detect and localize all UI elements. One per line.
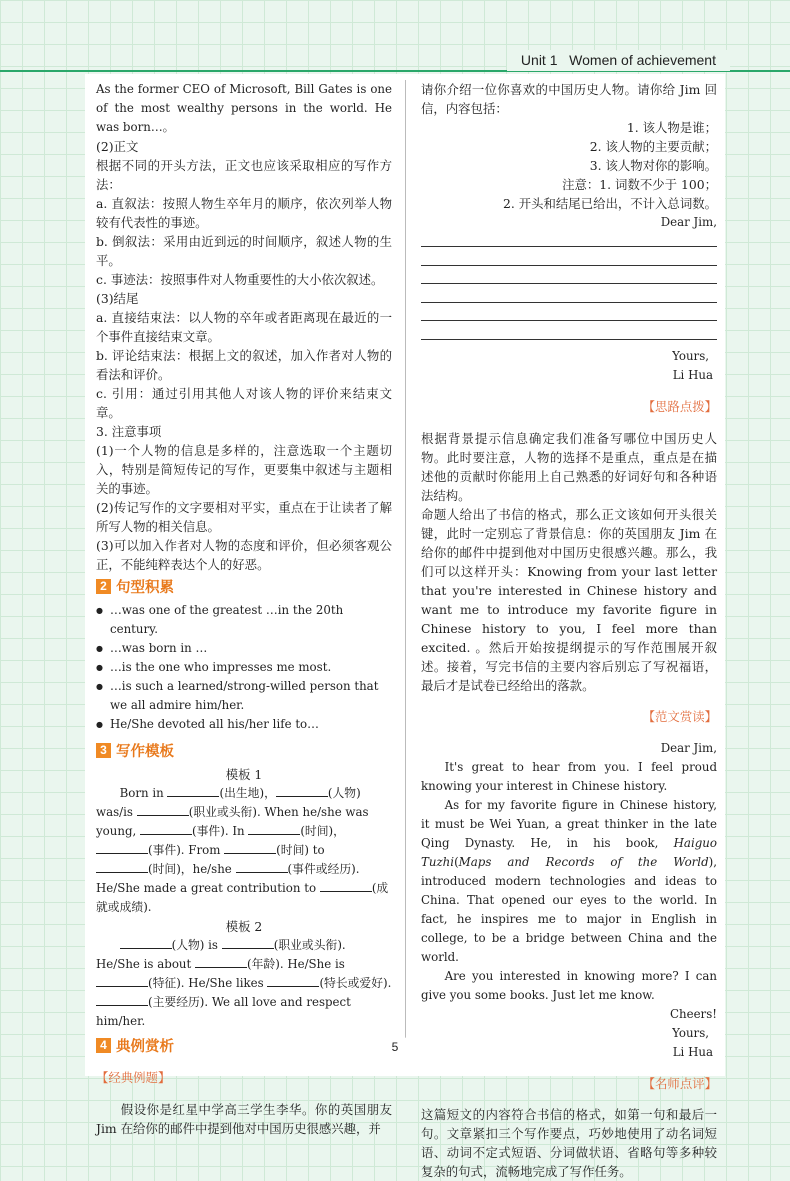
ending-method-a: a. 直接结束法：以人物的卒年或者距离现在最近的一个事件直接结束文章。	[96, 310, 392, 344]
note-2: (2)传记写作的文字要相对平实，重点在于让读者了解所写人物的相关信息。	[96, 500, 392, 534]
template-1-title: 模板 1	[225, 767, 263, 782]
ending-method-b: b. 评论结束法：根据上文的叙述，加入作者对人物的看法和评价。	[96, 348, 392, 382]
model-tag: 【范文赏读】	[642, 709, 717, 725]
right-column	[421, 80, 717, 1181]
body-desc: 根据不同的开头方法，正文也应该采取相应的写作方法：	[96, 158, 392, 192]
section-number: 4	[96, 1038, 111, 1053]
sentence-item: ● He/She devoted all his/her life to…	[96, 715, 392, 734]
model-salutation: Dear Jim,	[660, 740, 717, 755]
model-cheers: Cheers!	[669, 1006, 717, 1021]
letter-closing: Yours,	[672, 349, 709, 363]
ending-heading: (3)结尾	[96, 291, 139, 306]
body-method-b: b. 倒叙法：采用由近到远的时间顺序，叙述人物的生平。	[96, 234, 392, 268]
sentence-item: ● …was one of the greatest …in the 20th century.	[96, 601, 392, 639]
task-note-1: 注意：1. 词数不少于 100；	[562, 177, 717, 192]
sentence-item: ● …is the one who impresses me most.	[96, 658, 392, 677]
task-note-2: 2. 开头和结尾已给出，不计入总词数。	[502, 196, 717, 211]
template-2-line: (特征). He/She likes (特长或爱好). (主要经历). We all love and respect him/her.	[96, 976, 392, 1028]
template-1-line: (事件). From (时间) to	[96, 841, 392, 860]
page-header	[0, 50, 790, 72]
writing-line	[421, 265, 717, 266]
writing-line	[421, 302, 717, 303]
notes-heading: 3. 注意事项	[96, 424, 162, 439]
note-3: (3)可以加入作者对人物的态度和评价，但必须客观公正，不能纯粹表达个人的好恶。	[96, 538, 392, 572]
task-point-2: 2. 该人物的主要贡献；	[589, 139, 717, 154]
section-title: 句型积累	[116, 579, 174, 596]
letter-salutation: Dear Jim,	[660, 215, 717, 229]
body-heading: (2)正文	[96, 139, 139, 154]
left-column	[96, 80, 392, 1138]
unit-number: Unit 1	[520, 52, 558, 68]
task-point-1: 1. 该人物是谁；	[626, 120, 717, 135]
writing-line	[421, 283, 717, 284]
example-text: 假设你是红星中学高三学生李华。你的英国朋友 Jim 在给你的邮件中提到他对中国历史很感兴趣，并	[96, 1101, 392, 1136]
template-1-line: Born in (出生地)， (人物)	[119, 786, 361, 800]
idea-paragraph-2: 命题人给出了书信的格式，那么正文该如何开头很关键，此时一定别忘了背景信息：你的英国朋友 Jim 在给你的邮件中提到他对中国历史很感兴趣。那么，我们可以这样开头：Knowing from your last letter that you're interested in Chinese history and want me to introduce my favorite figure in Chinese history to you, I feel more than excited. 。然后开始按提纲提示的写作范围展开叙述。接着，写完书信的主要内容后别忘了写祝福语，最后才是试卷已经给出的落款。	[421, 506, 717, 693]
writing-line	[421, 320, 717, 321]
section-examples	[96, 1035, 392, 1056]
model-paragraph-2: As for my favorite figure in Chinese history, it must be Wei Yuan, a great thinker in the late Qing Dynasty. He, in his book, Haiguo Tuzhi(Maps and Records of the World), introduced modern technologies and ideas to China. That opened our eyes to the world. In fact, he inspires me to major in English in college, to be a bridge between China and the world.	[421, 797, 717, 964]
body-method-a: a. 直叙法：按照人物生卒年月的顺序，依次列举人物较有代表性的事迹。	[96, 196, 392, 230]
letter-signature: Li Hua	[672, 368, 713, 382]
page-number: 5	[378, 1037, 412, 1057]
template-1-line: He/She made a great contribution to (成就或成绩).	[96, 881, 389, 914]
section-title: 写作模板	[116, 743, 174, 760]
task-intro: 请你介绍一位你喜欢的中国历史人物。请你给 Jim 回信，内容包括：	[421, 82, 717, 116]
model-closing: Yours,	[672, 1025, 709, 1040]
ending-method-c: c. 引用：通过引用其他人对该人物的评价来结束文章。	[96, 386, 392, 420]
section-number: 3	[96, 743, 111, 758]
template-1-line: young, (事件). In (时间)，	[96, 824, 345, 838]
body-method-c: c. 事迹法：按照事件对人物重要性的大小依次叙述。	[96, 272, 384, 287]
task-point-3: 3. 该人物对你的影响。	[589, 158, 717, 173]
model-signature: Li Hua	[672, 1044, 713, 1059]
comment-text: 这篇短文的内容符合书信的格式，如第一句和最后一句。文章紧扣三个写作要点，巧妙地使用了动名词短语、动词不定式短语、分词做状语、省略句等多种较复杂的句式，流畅地完成了写作任务。	[421, 1107, 717, 1180]
writing-lines	[421, 246, 717, 340]
template-1-line: (时间)，he/she (事件或经历).	[96, 860, 392, 879]
template-2-title: 模板 2	[225, 919, 263, 934]
model-paragraph-3: Are you interested in knowing more? I can give you some books. Just let me know.	[421, 968, 717, 1002]
section-sentence-patterns	[96, 576, 392, 597]
note-1: (1)一个人物的信息是多样的，注意选取一个主题切入，特别是简短传记的写作，更要集中叙述与主题相关的事迹。	[96, 443, 392, 496]
column-divider	[405, 80, 406, 1040]
idea-paragraph-1: 根据背景提示信息确定我们准备写哪位中国历史人物。此时要注意，人物的选择不是重点，重点是在描述他的贡献时你能用上自己熟悉的好词好句和各种语法结构。	[421, 430, 717, 503]
unit-title: Women of achievement	[569, 52, 716, 68]
comment-tag: 【名师点评】	[642, 1075, 717, 1091]
unit-label	[507, 50, 730, 71]
section-number: 2	[96, 579, 111, 594]
example-tag: 【经典例题】	[96, 1070, 171, 1086]
template-2-line: He/She is about (年龄). He/She is	[96, 957, 345, 971]
intro-example: As the former CEO of Microsoft, Bill Gates is one of the most wealthy persons in the world. He was born…。	[96, 82, 392, 134]
template-1-line: was/is (职业或头衔). When he/she was	[96, 805, 369, 819]
template-2-line: (人物) is (职业或头衔).	[96, 936, 392, 955]
writing-line	[421, 339, 717, 340]
writing-line	[421, 246, 717, 247]
idea-tag: 【思路点拨】	[642, 399, 717, 415]
section-title: 典例赏析	[116, 1038, 174, 1055]
sentence-item: ● …was born in …	[96, 639, 392, 658]
section-writing-template	[96, 740, 392, 761]
model-paragraph-1: It's great to hear from you. I feel proud knowing your interest in Chinese history.	[421, 759, 717, 793]
sentence-item: ● …is such a learned/strong-willed person that we all admire him/her.	[96, 677, 392, 715]
